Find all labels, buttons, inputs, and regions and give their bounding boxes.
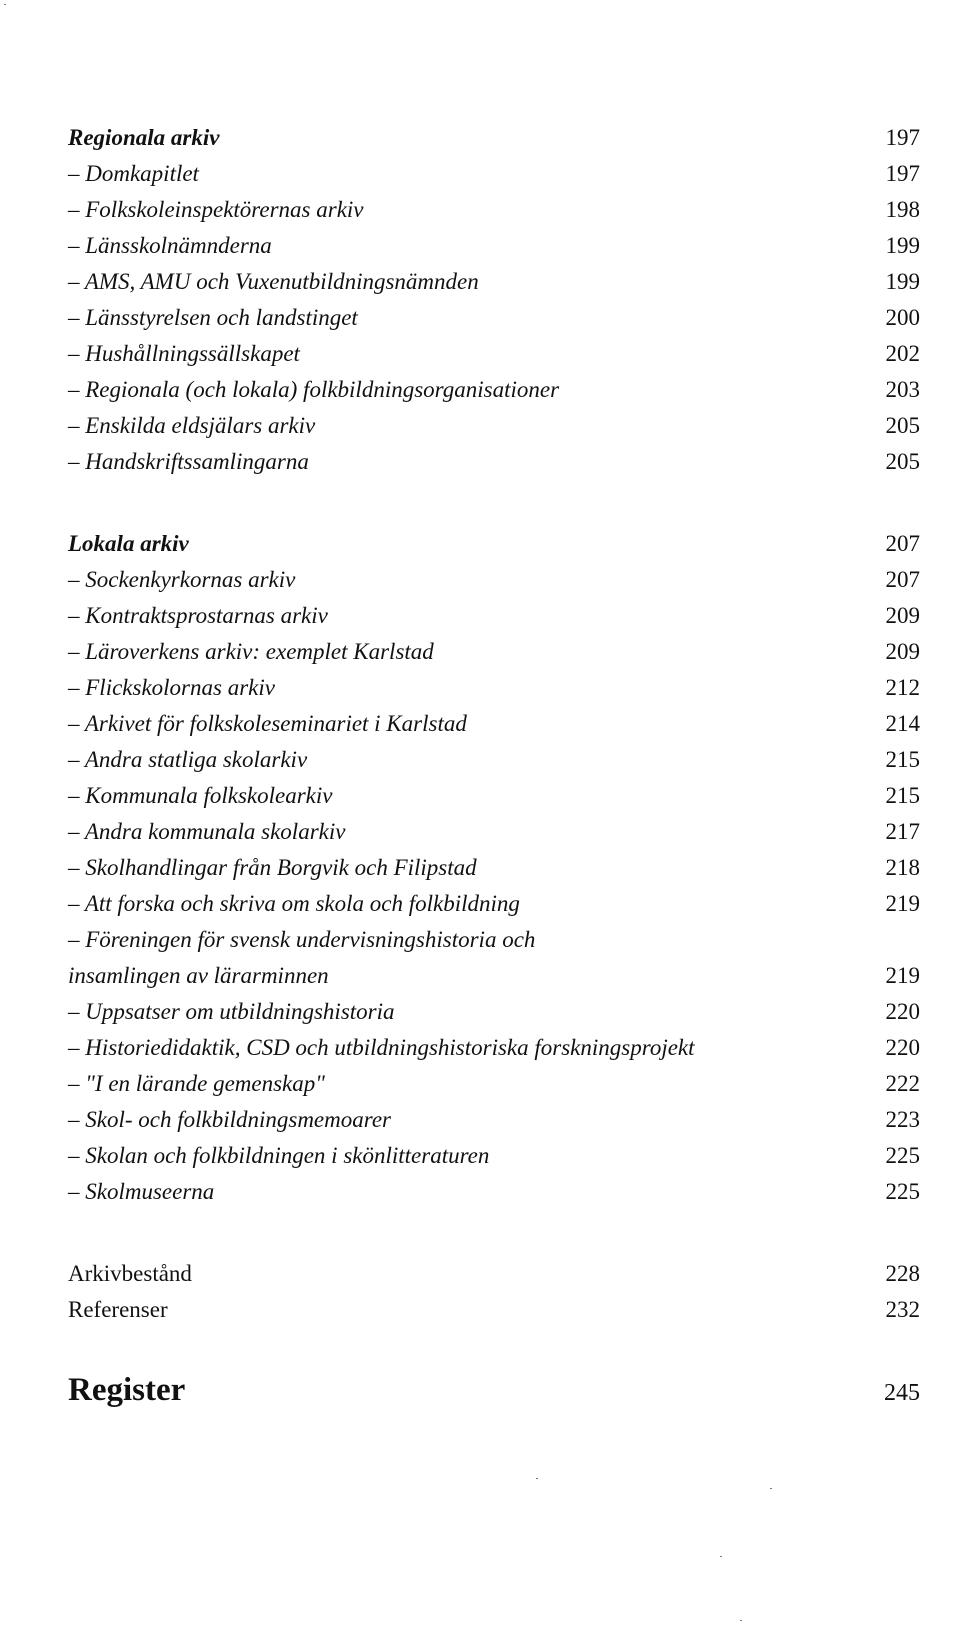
toc-page-number: 219 [885,963,920,988]
toc-entry [68,1138,920,1174]
toc-page-number: 228 [885,1261,920,1286]
scan-speck [770,1488,772,1489]
toc-page-number: 209 [885,603,920,628]
toc-entry [68,1066,920,1102]
toc-entry [68,1174,920,1210]
toc-page-number: 207 [885,531,920,556]
toc-entry-register [68,1366,920,1414]
toc-entry-label: – Folkskoleinspektörernas arkiv [68,197,364,222]
toc-entry-label: – Länsskolnämnderna [68,233,272,258]
toc-page-number: 225 [885,1179,920,1204]
toc-entry [68,444,920,480]
toc-page-number: 199 [885,233,920,258]
toc-page-number: 222 [885,1071,920,1096]
toc-page-number: 220 [885,999,920,1024]
toc-page-number: 205 [885,449,920,474]
scan-speck [536,1478,538,1479]
toc-entry-label: – Kommunala folkskolearkiv [68,783,333,808]
toc-entry-label: – Sockenkyrkornas arkiv [68,567,296,592]
toc-page-number: 225 [885,1143,920,1168]
toc-page-number: 200 [885,305,920,330]
toc-page-number: 198 [885,197,920,222]
toc-entry-label: – Föreningen för svensk undervisningshistoria och insamlingen av lärarminnen [68,927,536,988]
toc-entry [68,1030,920,1066]
toc-heading-regionala [68,120,920,156]
toc-entry-label: – Andra statliga skolarkiv [68,747,308,772]
toc-entry-label: – Handskriftssamlingarna [68,449,309,474]
toc-entry-label: – Regionala (och lokala) folkbildningsorganisationer [68,377,560,402]
toc-entry [68,228,920,264]
toc-entry-label: – Skol- och folkbildningsmemoarer [68,1107,392,1132]
scan-speck [720,1556,722,1557]
toc-entry [68,706,920,742]
toc-entry [68,300,920,336]
toc-page-number: 223 [885,1107,920,1132]
toc-entry-label: – Domkapitlet [68,161,199,186]
scan-speck [4,4,6,5]
toc-heading-lokala [68,526,920,562]
toc-entry-label: Arkivbestånd [68,1261,192,1286]
toc-entry [68,814,920,850]
toc-entry-label: – Uppsatser om utbildningshistoria [68,999,395,1024]
toc-entry-label: Referenser [68,1297,168,1322]
toc-page-number: 218 [885,855,920,880]
toc-page-number: 220 [885,1035,920,1060]
toc-entry-label: – Skolhandlingar från Borgvik och Filipstad [68,855,477,880]
toc-page-number: 197 [885,125,920,150]
toc-entry-label: – Kontraktsprostarnas arkiv [68,603,328,628]
toc-entry [68,742,920,778]
toc-entry-label: – Skolmuseerna [68,1179,215,1204]
toc-page-number: 209 [885,639,920,664]
toc-page-number: 219 [885,891,920,916]
toc-page-number: 215 [885,747,920,772]
toc-entry-label: – Hushållningssällskapet [68,341,300,366]
toc-register-label: Register [68,1372,186,1408]
toc-page-number: 245 [884,1380,920,1406]
toc-entry-label: – Skolan och folkbildningen i skönlitteraturen [68,1143,490,1168]
toc-page-number: 214 [885,711,920,736]
toc-entry [68,994,920,1030]
toc-page-number: 197 [885,161,920,186]
toc-entry [68,192,920,228]
toc-entry [68,372,920,408]
toc-entry-label: – Att forska och skriva om skola och folkbildning [68,891,520,916]
toc-entry [68,778,920,814]
toc-entry [68,1102,920,1138]
toc-page-number: 202 [885,341,920,366]
toc-entry [68,850,920,886]
toc-page-number: 232 [885,1297,920,1322]
toc-entry-label: – Historiedidaktik, CSD och utbildningshistoriska forskningsprojekt [68,1035,695,1060]
toc-entry [68,562,920,598]
toc-entry [68,264,920,300]
toc-page-number: 217 [885,819,920,844]
toc-page-number: 203 [885,377,920,402]
toc-entry [68,408,920,444]
toc-entry-label: – Flickskolornas arkiv [68,675,275,700]
toc-page-number: 207 [885,567,920,592]
toc-page-number: 215 [885,783,920,808]
toc-entry-label: – AMS, AMU och Vuxenutbildningsnämnden [68,269,479,294]
toc-heading-label: Regionala arkiv [68,125,220,150]
toc-entry [68,886,920,922]
toc-page-number: 199 [885,269,920,294]
toc-entry [68,670,920,706]
toc-entry-label: – "I en lärande gemenskap" [68,1071,325,1096]
scan-speck [740,1620,742,1621]
toc-entry [68,634,920,670]
toc-entry-label: – Länsstyrelsen och landstinget [68,305,358,330]
toc-entry [68,922,920,994]
toc-page-number: 205 [885,413,920,438]
toc-entry-label: – Läroverkens arkiv: exemplet Karlstad [68,639,434,664]
toc-entry-label: – Enskilda eldsjälars arkiv [68,413,316,438]
toc-entry-arkivbestand [68,1256,920,1292]
toc-entry [68,156,920,192]
toc-entry [68,598,920,634]
toc-heading-label: Lokala arkiv [68,531,189,556]
toc-entry [68,336,920,372]
toc-entry-label: – Arkivet för folkskoleseminariet i Karlstad [68,711,467,736]
toc-entry-referenser [68,1292,920,1328]
toc-page-number: 212 [885,675,920,700]
toc-entry-label: – Andra kommunala skolarkiv [68,819,346,844]
